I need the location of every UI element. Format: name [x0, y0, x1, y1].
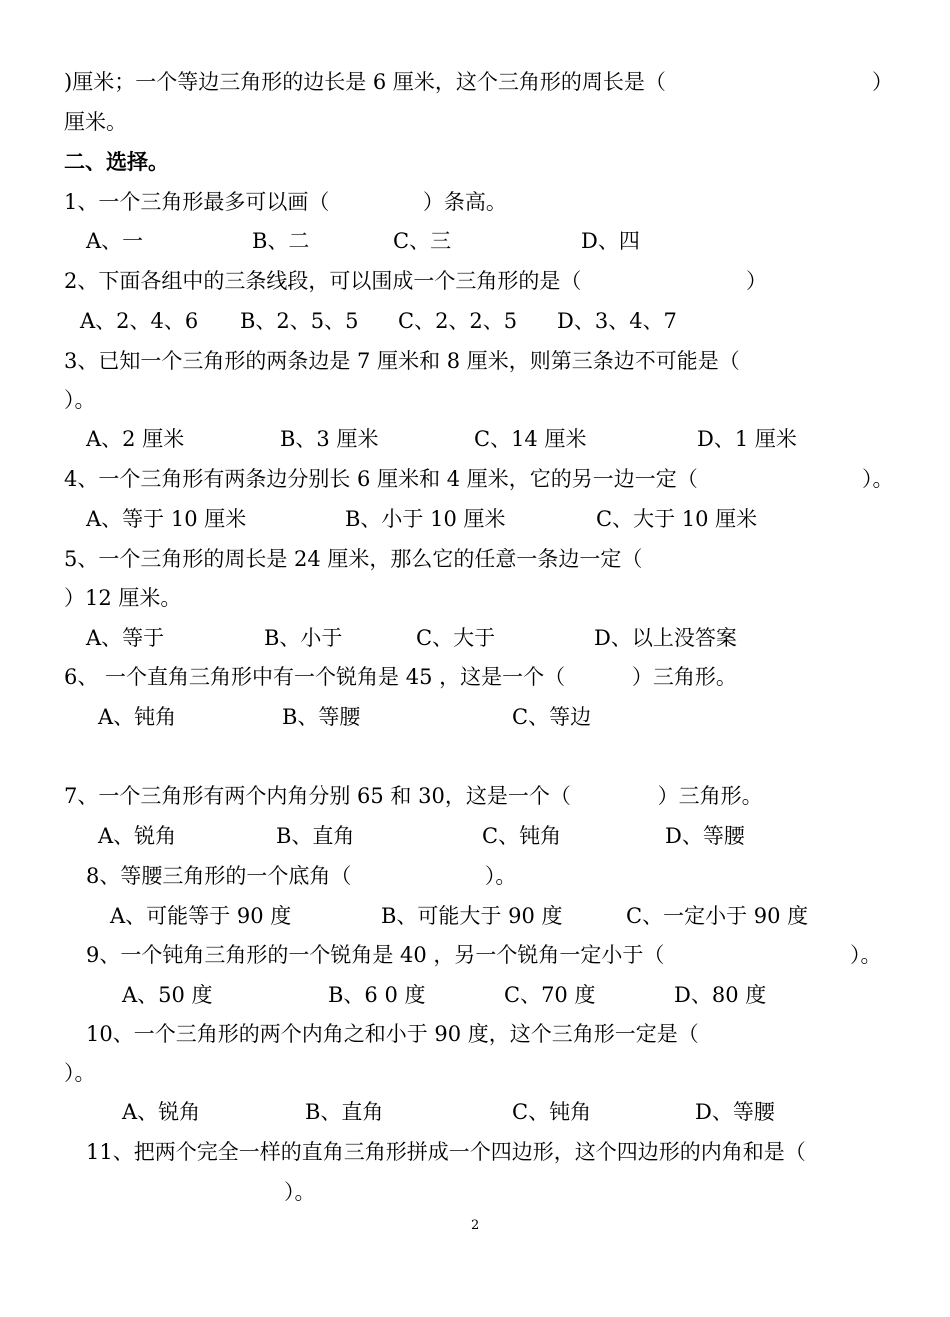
option-b: B、3 厘米: [280, 427, 379, 451]
option-d: D、3、4、7: [557, 309, 677, 333]
question-11: 11、把两个完全一样的直角三角形拼成一个四边形，这个四边形的内角和是（: [86, 1140, 806, 1164]
question-7: 7、一个三角形有两个内角分别 65 和 30，这是一个（ ）三角形。: [64, 784, 763, 808]
option-a: A、钝角: [98, 705, 177, 729]
question-2: 2、下面各组中的三条线段，可以围成一个三角形的是（: [64, 269, 582, 293]
option-b: B、可能大于 90 度: [381, 904, 563, 928]
option-d: D、等腰: [665, 824, 745, 848]
option-c: C、14 厘米: [474, 427, 587, 451]
option-b: B、小于 10 厘米: [345, 507, 506, 531]
option-a: A、50 度: [122, 983, 213, 1007]
question-9-end: ）。: [850, 943, 882, 967]
question-8: 8、等腰三角形的一个底角（ ）。: [86, 864, 517, 888]
option-a: A、2、4、6: [80, 309, 199, 333]
question-3: 3、已知一个三角形的两条边是 7 厘米和 8 厘米，则第三条边不可能是（: [64, 349, 740, 373]
page-number: 2: [471, 1218, 480, 1233]
question-4-end: ）。: [862, 467, 894, 491]
option-d: D、四: [581, 229, 640, 253]
fill-in-line-2: 厘米。: [64, 110, 127, 134]
question-10-cont: ）。: [64, 1061, 96, 1085]
question-2-end: ）: [746, 269, 767, 293]
section-title-choice: 二、选择。: [64, 149, 169, 174]
question-4: 4、一个三角形有两条边分别长 6 厘米和 4 厘米，它的另一边一定（: [64, 467, 698, 491]
option-c: C、钝角: [512, 1100, 592, 1124]
question-3-cont: ）。: [64, 388, 96, 412]
question-9: 9、一个钝角三角形的一个锐角是 40 ，另一个锐角一定小于（: [86, 943, 665, 967]
option-c: C、大于: [416, 626, 496, 650]
option-b: B、2、5、5: [240, 309, 359, 333]
option-b: B、6 0 度: [328, 983, 426, 1007]
fill-in-line-1-end: ）: [872, 70, 893, 94]
option-b: B、直角: [276, 824, 355, 848]
option-c: C、三: [393, 229, 452, 253]
option-a: A、一: [86, 229, 144, 253]
option-a: A、锐角: [98, 824, 177, 848]
question-5: 5、一个三角形的周长是 24 厘米，那么它的任意一条边一定（: [64, 547, 643, 571]
option-c: C、一定小于 90 度: [626, 904, 809, 928]
question-6: 6、 一个直角三角形中有一个锐角是 45 ，这是一个（ ）三角形。: [64, 665, 737, 689]
option-d: D、以上没答案: [594, 626, 737, 650]
question-5-cont: ）12 厘米。: [64, 586, 182, 610]
question-10: 10、一个三角形的两个内角之和小于 90 度，这个三角形一定是（: [86, 1022, 699, 1046]
option-c: C、钝角: [482, 824, 562, 848]
option-a: A、等于 10 厘米: [86, 507, 247, 531]
option-c: C、2、2、5: [398, 309, 518, 333]
option-a: A、等于: [86, 626, 165, 650]
option-c: C、70 度: [504, 983, 596, 1007]
option-a: A、锐角: [122, 1100, 201, 1124]
option-b: B、等腰: [282, 705, 361, 729]
fill-in-line-1: )厘米；一个等边三角形的边长是 6 厘米，这个三角形的周长是（: [64, 70, 666, 94]
option-c: C、等边: [512, 705, 592, 729]
option-b: B、小于: [264, 626, 343, 650]
question-11-cont: ）。: [284, 1180, 316, 1204]
option-c: C、大于 10 厘米: [596, 507, 758, 531]
question-1: 1、一个三角形最多可以画（ ）条高。: [64, 190, 507, 214]
option-d: D、1 厘米: [697, 427, 797, 451]
option-d: D、80 度: [674, 983, 767, 1007]
option-a: A、可能等于 90 度: [110, 904, 292, 928]
option-d: D、等腰: [695, 1100, 775, 1124]
option-b: B、二: [252, 229, 310, 253]
option-b: B、直角: [305, 1100, 384, 1124]
option-a: A、2 厘米: [86, 427, 185, 451]
